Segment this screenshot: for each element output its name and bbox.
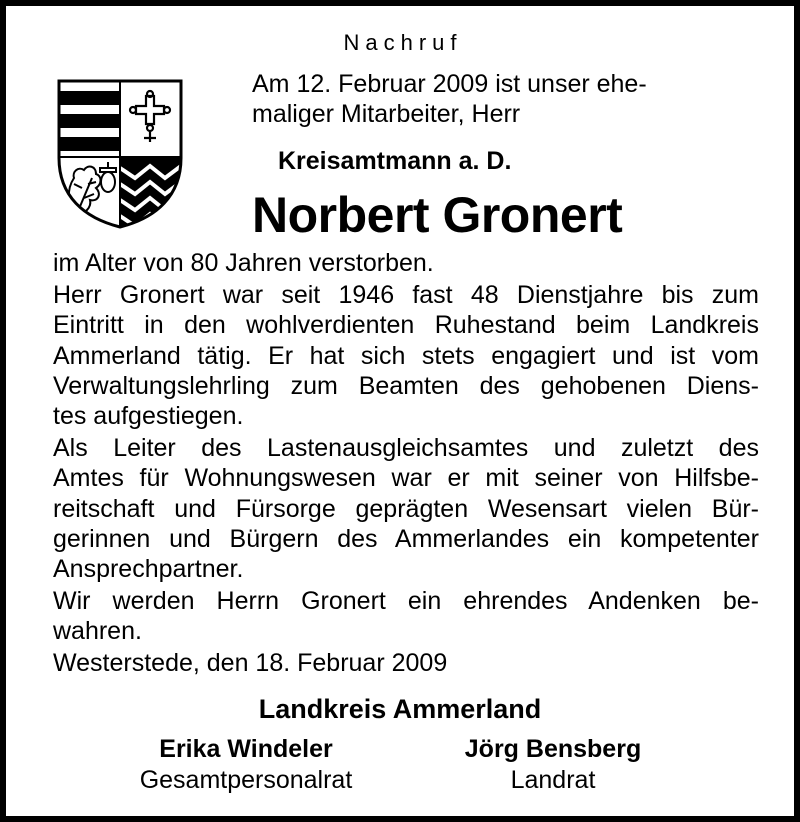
body-line: Amtes für Wohnungswesen war er mit seiner von Hilfsbe- [53, 464, 759, 492]
body-line: im Alter von 80 Jahren verstorben. [53, 249, 434, 277]
signatory-role: Landrat [510, 766, 596, 794]
body-line: wahren. [53, 617, 142, 645]
body-line: gerinnen und Bürgern des Ammerlandes ein kompetenter [53, 525, 759, 553]
notice-heading: Nachruf [343, 30, 463, 55]
signatory-name: Erika Windeler [159, 735, 333, 763]
body-line: reitschaft und Fürsorge geprägten Wesensart vielen Bür- [53, 495, 759, 523]
deceased-name: Norbert Gronert [252, 187, 623, 243]
body-line: Als Leiter des Lastenausgleichsamtes und zuletzt des [53, 434, 759, 462]
signatory-role: Gesamtpersonalrat [139, 766, 353, 794]
body-line: Ammerland tätig. Er hat sich stets engagiert und ist vom [53, 342, 759, 370]
body-line: Verwaltungslehrling zum Beamten des gehobenen Diens- [53, 372, 759, 400]
intro-line-1: Am 12. Februar 2009 ist unser ehe- [252, 70, 647, 98]
body-line: Ansprechpartner. [53, 555, 244, 583]
body-line: Herr Gronert war seit 1946 fast 48 Dienstjahre bis zum [53, 281, 759, 309]
place-and-date: Westerstede, den 18. Februar 2009 [53, 649, 448, 677]
body-line: Wir werden Herrn Gronert ein ehrendes Andenken be- [53, 587, 759, 615]
body-line: tes aufgestiegen. [53, 402, 244, 430]
signatory-name: Jörg Bensberg [464, 735, 642, 763]
coat-of-arms-icon [56, 78, 184, 230]
organization-name: Landkreis Ammerland [258, 694, 542, 724]
intro-line-2: maliger Mitarbeiter, Herr [252, 100, 521, 128]
deceased-rank: Kreisamtmann a. D. [278, 147, 512, 175]
body-line: Eintritt in den wohlverdienten Ruhestand beim Landkreis [53, 311, 759, 339]
